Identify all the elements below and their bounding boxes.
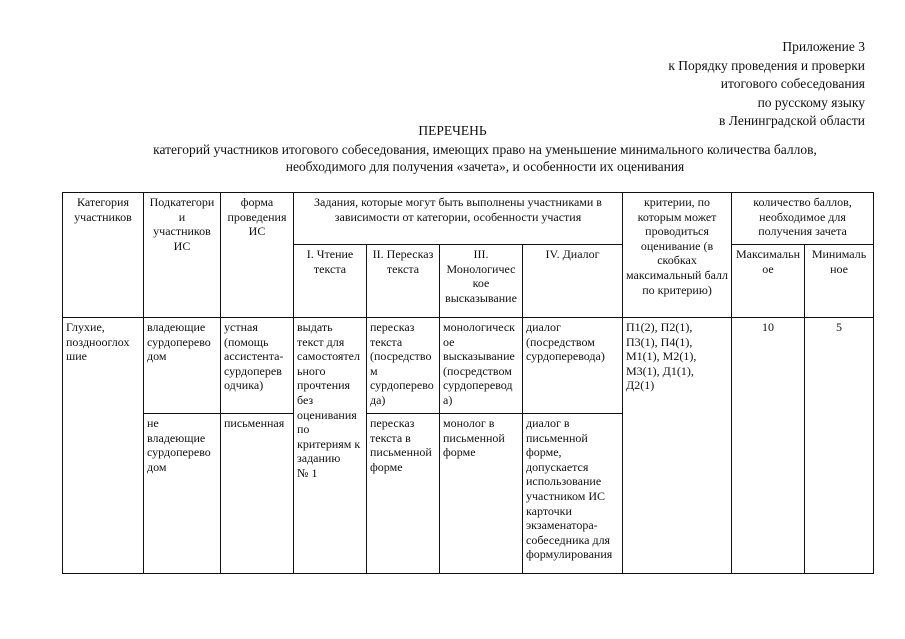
cell-subcategory: не владеющие сурдоперево дом xyxy=(144,414,221,574)
appendix-line: итогового собеседования xyxy=(720,76,865,91)
cell-retelling: пересказ текста в письменной форме xyxy=(367,414,440,574)
cell-subcategory: владеющие сурдоперево дом xyxy=(144,318,221,414)
appendix-block xyxy=(565,38,865,131)
header-subcategory: Подкатегори и участников ИС xyxy=(144,193,221,318)
header-task-dialogue: IV. Диалог xyxy=(523,245,623,318)
document-subtitle xyxy=(90,141,880,175)
table-row xyxy=(63,318,874,414)
subtitle-line: категорий участников итогового собеседования, имеющих право на уменьшение минимального количества баллов, xyxy=(153,142,817,157)
appendix-line: по русскому языку xyxy=(757,94,865,110)
cell-dialogue: диалог в письменной форме, допускается использование участником ИС карточки экзаменатора- собеседника для формулирования xyxy=(523,414,623,574)
cell-reading: выдать текст для самостоятел ьного прочтения без оценивания по критериям к заданию № 1 xyxy=(294,318,367,574)
header-points: количество баллов, необходимое для получения зачета xyxy=(732,193,874,245)
header-task-retelling: II. Пересказ текста xyxy=(367,245,440,318)
header-row xyxy=(63,193,874,245)
appendix-line: к Порядку проведения и проверки xyxy=(668,57,865,73)
header-task-monologue: III. Монологичес кое высказывание xyxy=(440,245,523,318)
cell-min: 5 xyxy=(805,318,874,574)
appendix-line: Приложение 3 xyxy=(782,39,865,54)
header-tasks: Задания, которые могут быть выполнены участниками в зависимости от категории, особенности участия xyxy=(294,193,623,245)
cell-monologue: монологическ ое высказывание (посредством сурдоперевод а) xyxy=(440,318,523,414)
header-form: форма проведения ИС xyxy=(221,193,294,318)
header-category: Категория участников xyxy=(63,193,144,318)
header-criteria: критерии, по которым может проводиться оценивание (в скобках максимальный балл по критерию) xyxy=(623,193,732,318)
subtitle-line: необходимого для получения «зачета», и особенности их оценивания xyxy=(285,159,685,174)
cell-dialogue: диалог (посредством сурдоперевода) xyxy=(523,318,623,414)
cell-form: письменная xyxy=(221,414,294,574)
header-max: Максимальн ое xyxy=(732,245,805,318)
cell-max: 10 xyxy=(732,318,805,574)
appendix-line: в Ленинградской области xyxy=(719,113,865,128)
cell-form: устная (помощь ассистента- сурдоперев одчика) xyxy=(221,318,294,414)
cell-category: Глухие, позднооглох шие xyxy=(63,318,144,574)
header-task-reading: I. Чтение текста xyxy=(294,245,367,318)
categories-table xyxy=(62,192,874,574)
document-title: ПЕРЕЧЕНЬ xyxy=(418,123,487,138)
cell-retelling: пересказ текста (посредство м сурдоперево да) xyxy=(367,318,440,414)
cell-criteria: П1(2), П2(1), П3(1), П4(1), М1(1), М2(1), М3(1), Д1(1), Д2(1) xyxy=(623,318,732,574)
header-min: Минималь ное xyxy=(805,245,874,318)
cell-monologue: монолог в письменной форме xyxy=(440,414,523,574)
